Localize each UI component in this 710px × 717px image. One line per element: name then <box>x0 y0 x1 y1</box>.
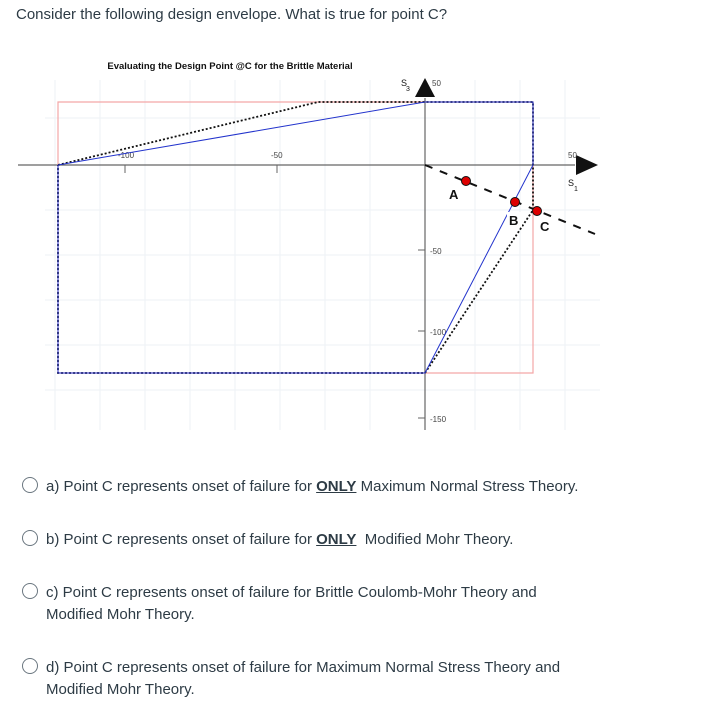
point-b-marker <box>511 198 520 207</box>
tick-x-neg100: -100 <box>118 151 135 160</box>
y-axis-label: S <box>401 78 408 88</box>
tick-y-50: 50 <box>432 79 441 88</box>
question-text: Consider the following design envelope. What is true for point C? <box>16 6 448 23</box>
option-d-radio[interactable] <box>22 658 38 674</box>
option-b-radio[interactable] <box>22 530 38 546</box>
point-a-label: A <box>449 187 459 202</box>
tick-x-50: 50 <box>568 151 577 160</box>
tick-y-neg150: -150 <box>430 415 447 424</box>
option-d[interactable] <box>22 657 682 701</box>
x-axis-label: S <box>568 178 575 188</box>
point-a-marker <box>462 177 471 186</box>
option-b[interactable] <box>22 529 682 551</box>
brittle-coulomb-mohr-envelope <box>58 102 533 373</box>
option-c-text: c) Point C represents onset of failure for Brittle Coulomb-Mohr Theory and Modified Mohr Theory. <box>46 584 537 623</box>
x-axis-label-subscript: 1 <box>574 186 578 193</box>
y-axis-label-subscript: 3 <box>406 86 410 93</box>
max-normal-stress-envelope <box>58 102 533 373</box>
option-a[interactable] <box>22 476 682 498</box>
point-c-marker <box>533 207 542 216</box>
option-c-radio[interactable] <box>22 583 38 599</box>
option-a-radio[interactable] <box>22 477 38 493</box>
diagram-title: Evaluating the Design Point @C for the Brittle Material <box>107 61 353 72</box>
x-axis-arrow <box>576 155 598 175</box>
point-c-label: C <box>540 219 550 234</box>
tick-y-neg50: -50 <box>430 247 442 256</box>
tick-y-neg100: -100 <box>430 328 447 337</box>
modified-mohr-envelope <box>58 102 533 373</box>
option-b-text: b) Point C represents onset of failure for ONLY Modified Mohr Theory. <box>46 531 514 548</box>
option-a-text: a) Point C represents onset of failure for ONLY Maximum Normal Stress Theory. <box>46 478 579 495</box>
grid <box>45 80 600 430</box>
tick-x-neg50: -50 <box>271 151 283 160</box>
option-d-text: d) Point C represents onset of failure for Maximum Normal Stress Theory and Modified Mohr Theory. <box>46 659 561 698</box>
option-c[interactable] <box>22 582 682 626</box>
point-b-label: B <box>509 213 519 228</box>
